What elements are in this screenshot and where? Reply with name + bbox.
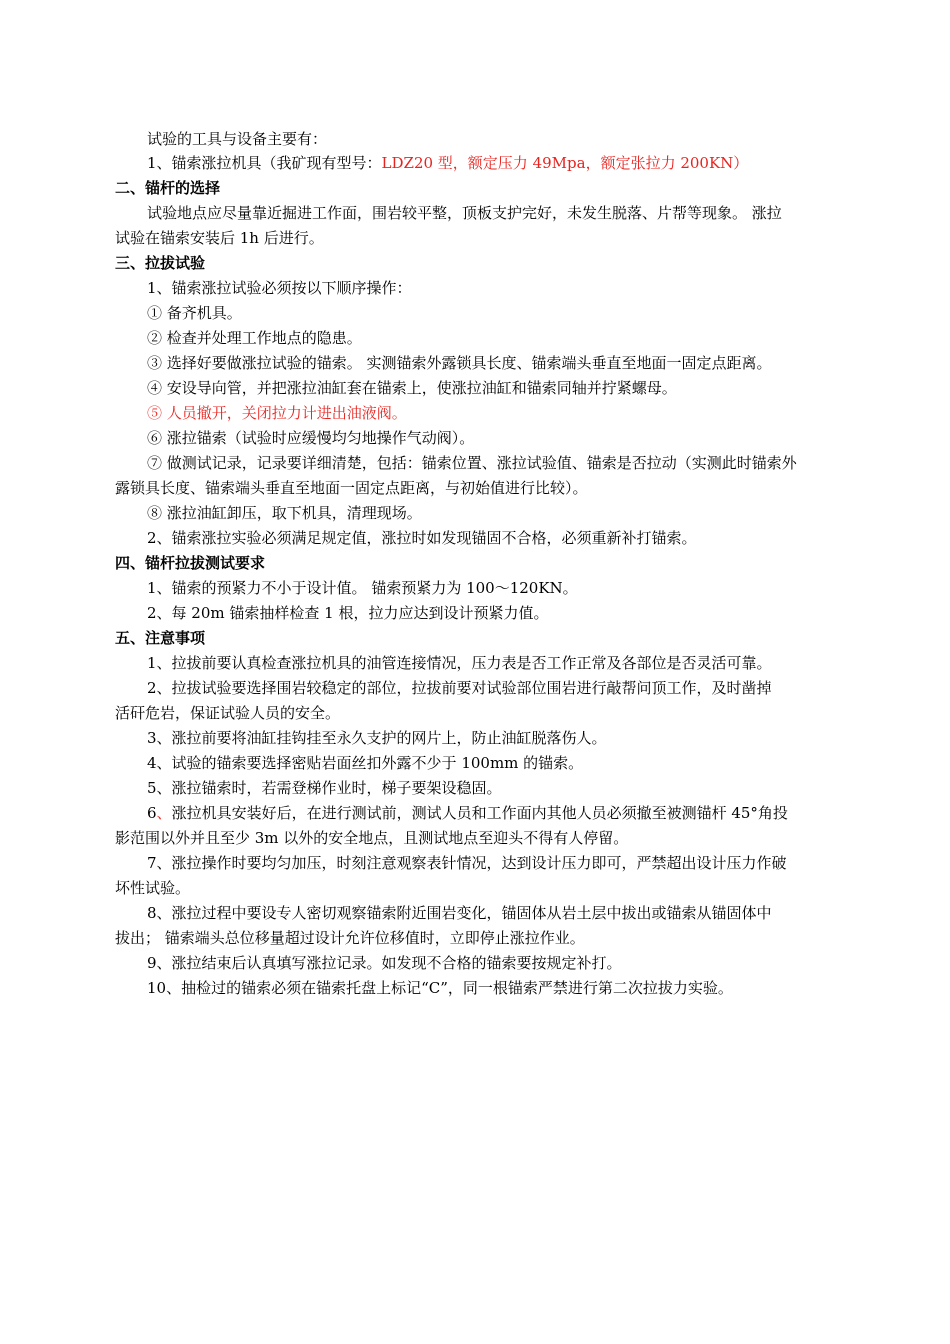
section-3-title: 三、拉拔试验 [115,254,206,272]
section-2-title: 二、锚杆的选择 [115,179,221,197]
note-2-line-1: 2、拉拔试验要选择围岩较稳定的部位，拉拔前要对试验部位围岩进行敲帮问顶工作，及时凿掉 [147,679,772,697]
note-6-line-2: 影范围以外并且至少 3m 以外的安全地点，且测试地点至迎头不得有人停留。 [115,829,629,847]
note-8-line-2: 拔出； 锚索端头总位移量超过设计允许位移值时，立即停止涨拉作业。 [115,929,585,947]
note-7-line-1: 7、涨拉操作时要均匀加压，时刻注意观察表针情况，达到设计压力即可，严禁超出设计压力作破 [147,854,787,872]
section-2-paragraph-line-2: 试验在锚索安装后 1h 后进行。 [115,229,324,247]
note-4: 4、试验的锚索要选择密贴岩面丝扣外露不少于 100mm 的锚索。 [147,754,584,772]
section-5-title: 五、注意事项 [115,629,206,647]
tools-item-1 [147,151,748,175]
note-2-line-2: 活矸危岩，保证试验人员的安全。 [115,704,341,722]
step-2: ② 检查并处理工作地点的隐患。 [147,329,362,347]
tools-intro: 试验的工具与设备主要有： [147,130,328,148]
note-9: 9、涨拉结束后认真填写涨拉记录。如发现不合格的锚索要按规定补打。 [147,954,622,972]
step-3: ③ 选择好要做涨拉试验的锚索。 实测锚索外露锁具长度、锚索端头垂直至地面一固定点距离。 [147,354,772,372]
note-6-separator: 、 [156,804,172,822]
step-4: ④ 安设导向管，并把涨拉油缸套在锚索上，使涨拉油缸和锚索同轴并拧紧螺母。 [147,379,677,397]
section-4-item-2: 2、每 20m 锚索抽样检查 1 根，拉力应达到设计预紧力值。 [147,604,549,622]
step-5: ⑤ 人员撤开，关闭拉力计进出油液阀。 [147,404,407,422]
section-2-paragraph-line-1: 试验地点应尽量靠近掘进工作面，围岩较平整，顶板支护完好，未发生脱落、片帮等现象。 涨拉 [147,204,782,222]
step-7-line-2: 露锁具长度、锚索端头垂直至地面一固定点距离，与初始值进行比较）。 [115,479,588,497]
note-7-line-2: 坏性试验。 [115,879,191,897]
section-3-intro: 1、锚索涨拉试验必须按以下顺序操作： [147,279,412,297]
note-6-line-1 [147,801,788,825]
section-4-title: 四、锚杆拉拔测试要求 [115,554,266,572]
note-10: 10、抽检过的锚索必须在锚索托盘上标记“C”，同一根锚索严禁进行第二次拉拔力实验。 [147,979,733,997]
step-1: ① 备齐机具。 [147,304,242,322]
section-4-item-1: 1、锚索的预紧力不小于设计值。 锚索预紧力为 100～120KN。 [147,579,578,597]
note-8-line-1: 8、涨拉过程中要设专人密切观察锚索附近围岩变化，锚固体从岩土层中拔出或锚索从锚固体中 [147,904,772,922]
step-6: ⑥ 涨拉锚索（试验时应缓慢均匀地操作气动阀）。 [147,429,475,447]
step-8: ⑧ 涨拉油缸卸压，取下机具，清理现场。 [147,504,422,522]
section-3-item-2: 2、锚索涨拉实验必须满足规定值，涨拉时如发现锚固不合格，必须重新补打锚索。 [147,529,697,547]
note-1: 1、拉拔前要认真检查涨拉机具的油管连接情况，压力表是否工作正常及各部位是否灵活可靠。 [147,654,772,672]
step-7-line-1: ⑦ 做测试记录，记录要详细清楚，包括：锚索位置、涨拉试验值、锚索是否拉动（实测此时锚索外 [147,454,797,472]
tools-item-1-spec: LDZ20 型，额定压力 49Mpa，额定张拉力 200KN） [381,154,749,172]
note-6-number: 6 [147,804,157,822]
note-3: 3、涨拉前要将油缸挂钩挂至永久支护的网片上，防止油缸脱落伤人。 [147,729,607,747]
note-5: 5、涨拉锚索时，若需登梯作业时，梯子要架设稳固。 [147,779,502,797]
tools-item-1-prefix: 1、锚索涨拉机具（我矿现有型号： [147,154,382,172]
note-6-text: 涨拉机具安装好后，在进行测试前，测试人员和工作面内其他人员必须撤至被测锚杆 45°角投 [171,804,788,822]
